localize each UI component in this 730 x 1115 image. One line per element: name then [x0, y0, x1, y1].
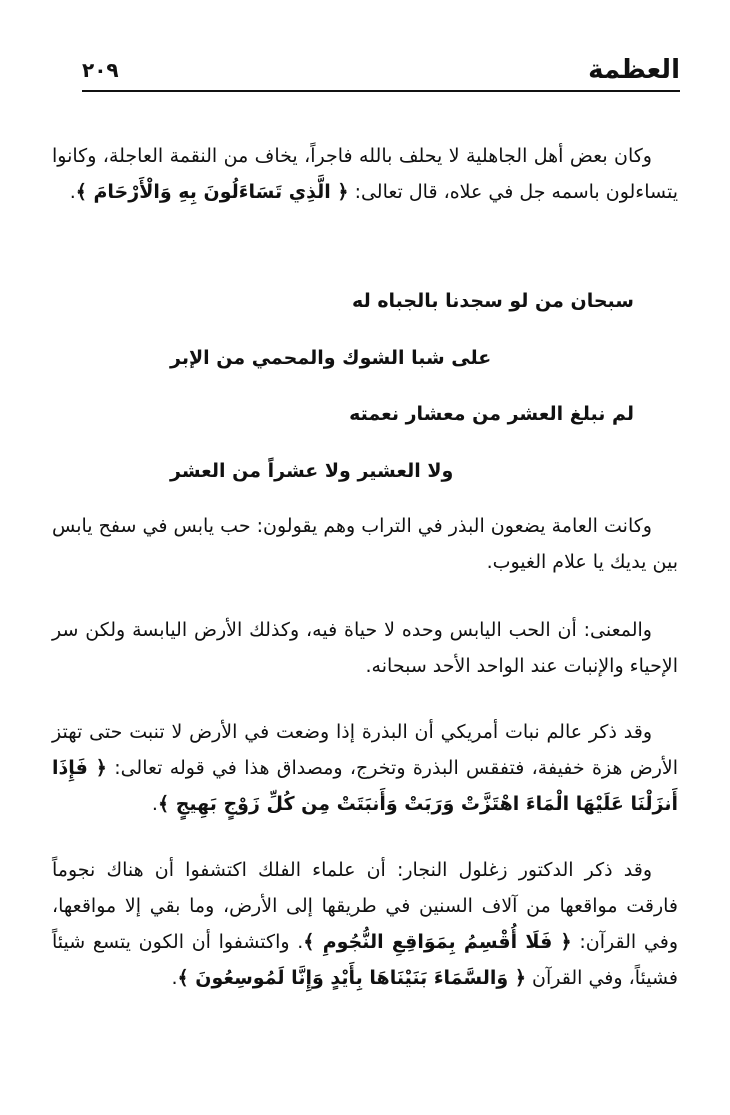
paragraph-5-text-a: وقد ذكر الدكتور زغلول النجار: أن علماء الفلك اكتشفوا أن هناك نجوماً فارقت مواقعها من آلاف السنين في طريقها إلى الأرض، وما بقي إلا مواقعها، وفي القرآن:	[52, 859, 678, 953]
paragraph-5	[52, 852, 678, 996]
paragraph-5-text-c: .	[171, 967, 178, 989]
poem-line-4: ولا العشير ولا عشراً من العشر	[170, 460, 454, 482]
paragraph-1	[52, 138, 678, 210]
paragraph-4	[52, 714, 678, 822]
paragraph-1-text-a: وكان بعض أهل الجاهلية لا يحلف بالله فاجراً، يخاف من النقمة العاجلة، وكانوا يتساءلون باسمه جل في علاه، قال تعالى:	[52, 145, 678, 203]
running-title: العظمة	[588, 55, 680, 85]
poem-line-1: سبحان من لو سجدنا بالجباه له	[352, 290, 634, 312]
paragraph-4-text-b: .	[151, 793, 158, 815]
paragraph-3	[52, 612, 678, 684]
quran-verse-1: ﴿ الَّذِي تَسَاءَلُونَ بِهِ وَالْأَرْحَامَ ﴾	[75, 181, 349, 203]
poem-line-3: لم نبلغ العشر من معشار نعمته	[349, 403, 634, 425]
page-header	[82, 50, 680, 90]
paragraph-4-text	[52, 714, 678, 822]
paragraph-1-text	[52, 138, 678, 210]
paragraph-1-text-b: .	[69, 181, 76, 203]
paragraph-4-text-a: وقد ذكر عالم نبات أمريكي أن البذرة إذا وضعت في الأرض لا تنبت حتى تهتز الأرض هزة خفيفة، فتفقس البذرة وتخرج، ومصداق هذا في قوله تعالى:	[52, 721, 679, 779]
paragraph-5-text	[52, 852, 678, 996]
header-divider	[82, 90, 680, 92]
quran-verse-4: ﴿ وَالسَّمَاءَ بَنَيْنَاهَا بِأَيْدٍ وَإِنَّا لَمُوسِعُونَ ﴾	[177, 967, 526, 989]
paragraph-5-text-b: . واكتشفوا أن الكون يتسع شيئاً فشيئاً، وفي القرآن	[52, 931, 678, 989]
paragraph-2	[52, 508, 678, 580]
quran-verse-2: ﴿ فَإِذَا أَنزَلْنَا عَلَيْهَا الْمَاءَ اهْتَزَّتْ وَرَبَتْ وَأَنبَتَتْ مِن كُلِّ زَوْجٍ بَهِيجٍ ﴾	[52, 757, 678, 815]
poem-line-2: على شبا الشوك والمحمي من الإبر	[170, 347, 492, 369]
paragraph-3-text: والمعنى: أن الحب اليابس وحده لا حياة فيه، وكذلك الأرض اليابسة ولكن سر الإحياء والإنبات عند الواحد الأحد سبحانه.	[52, 619, 678, 677]
page-number: ٢٠٩	[82, 58, 119, 82]
quran-verse-3: ﴿ فَلَا أُقْسِمُ بِمَوَاقِعِ النُّجُومِ ﴾	[303, 931, 572, 953]
paragraph-2-text: وكانت العامة يضعون البذر في التراب وهم يقولون: حب يابس في سفح يابس بين يديك يا علام الغيوب.	[52, 515, 678, 573]
